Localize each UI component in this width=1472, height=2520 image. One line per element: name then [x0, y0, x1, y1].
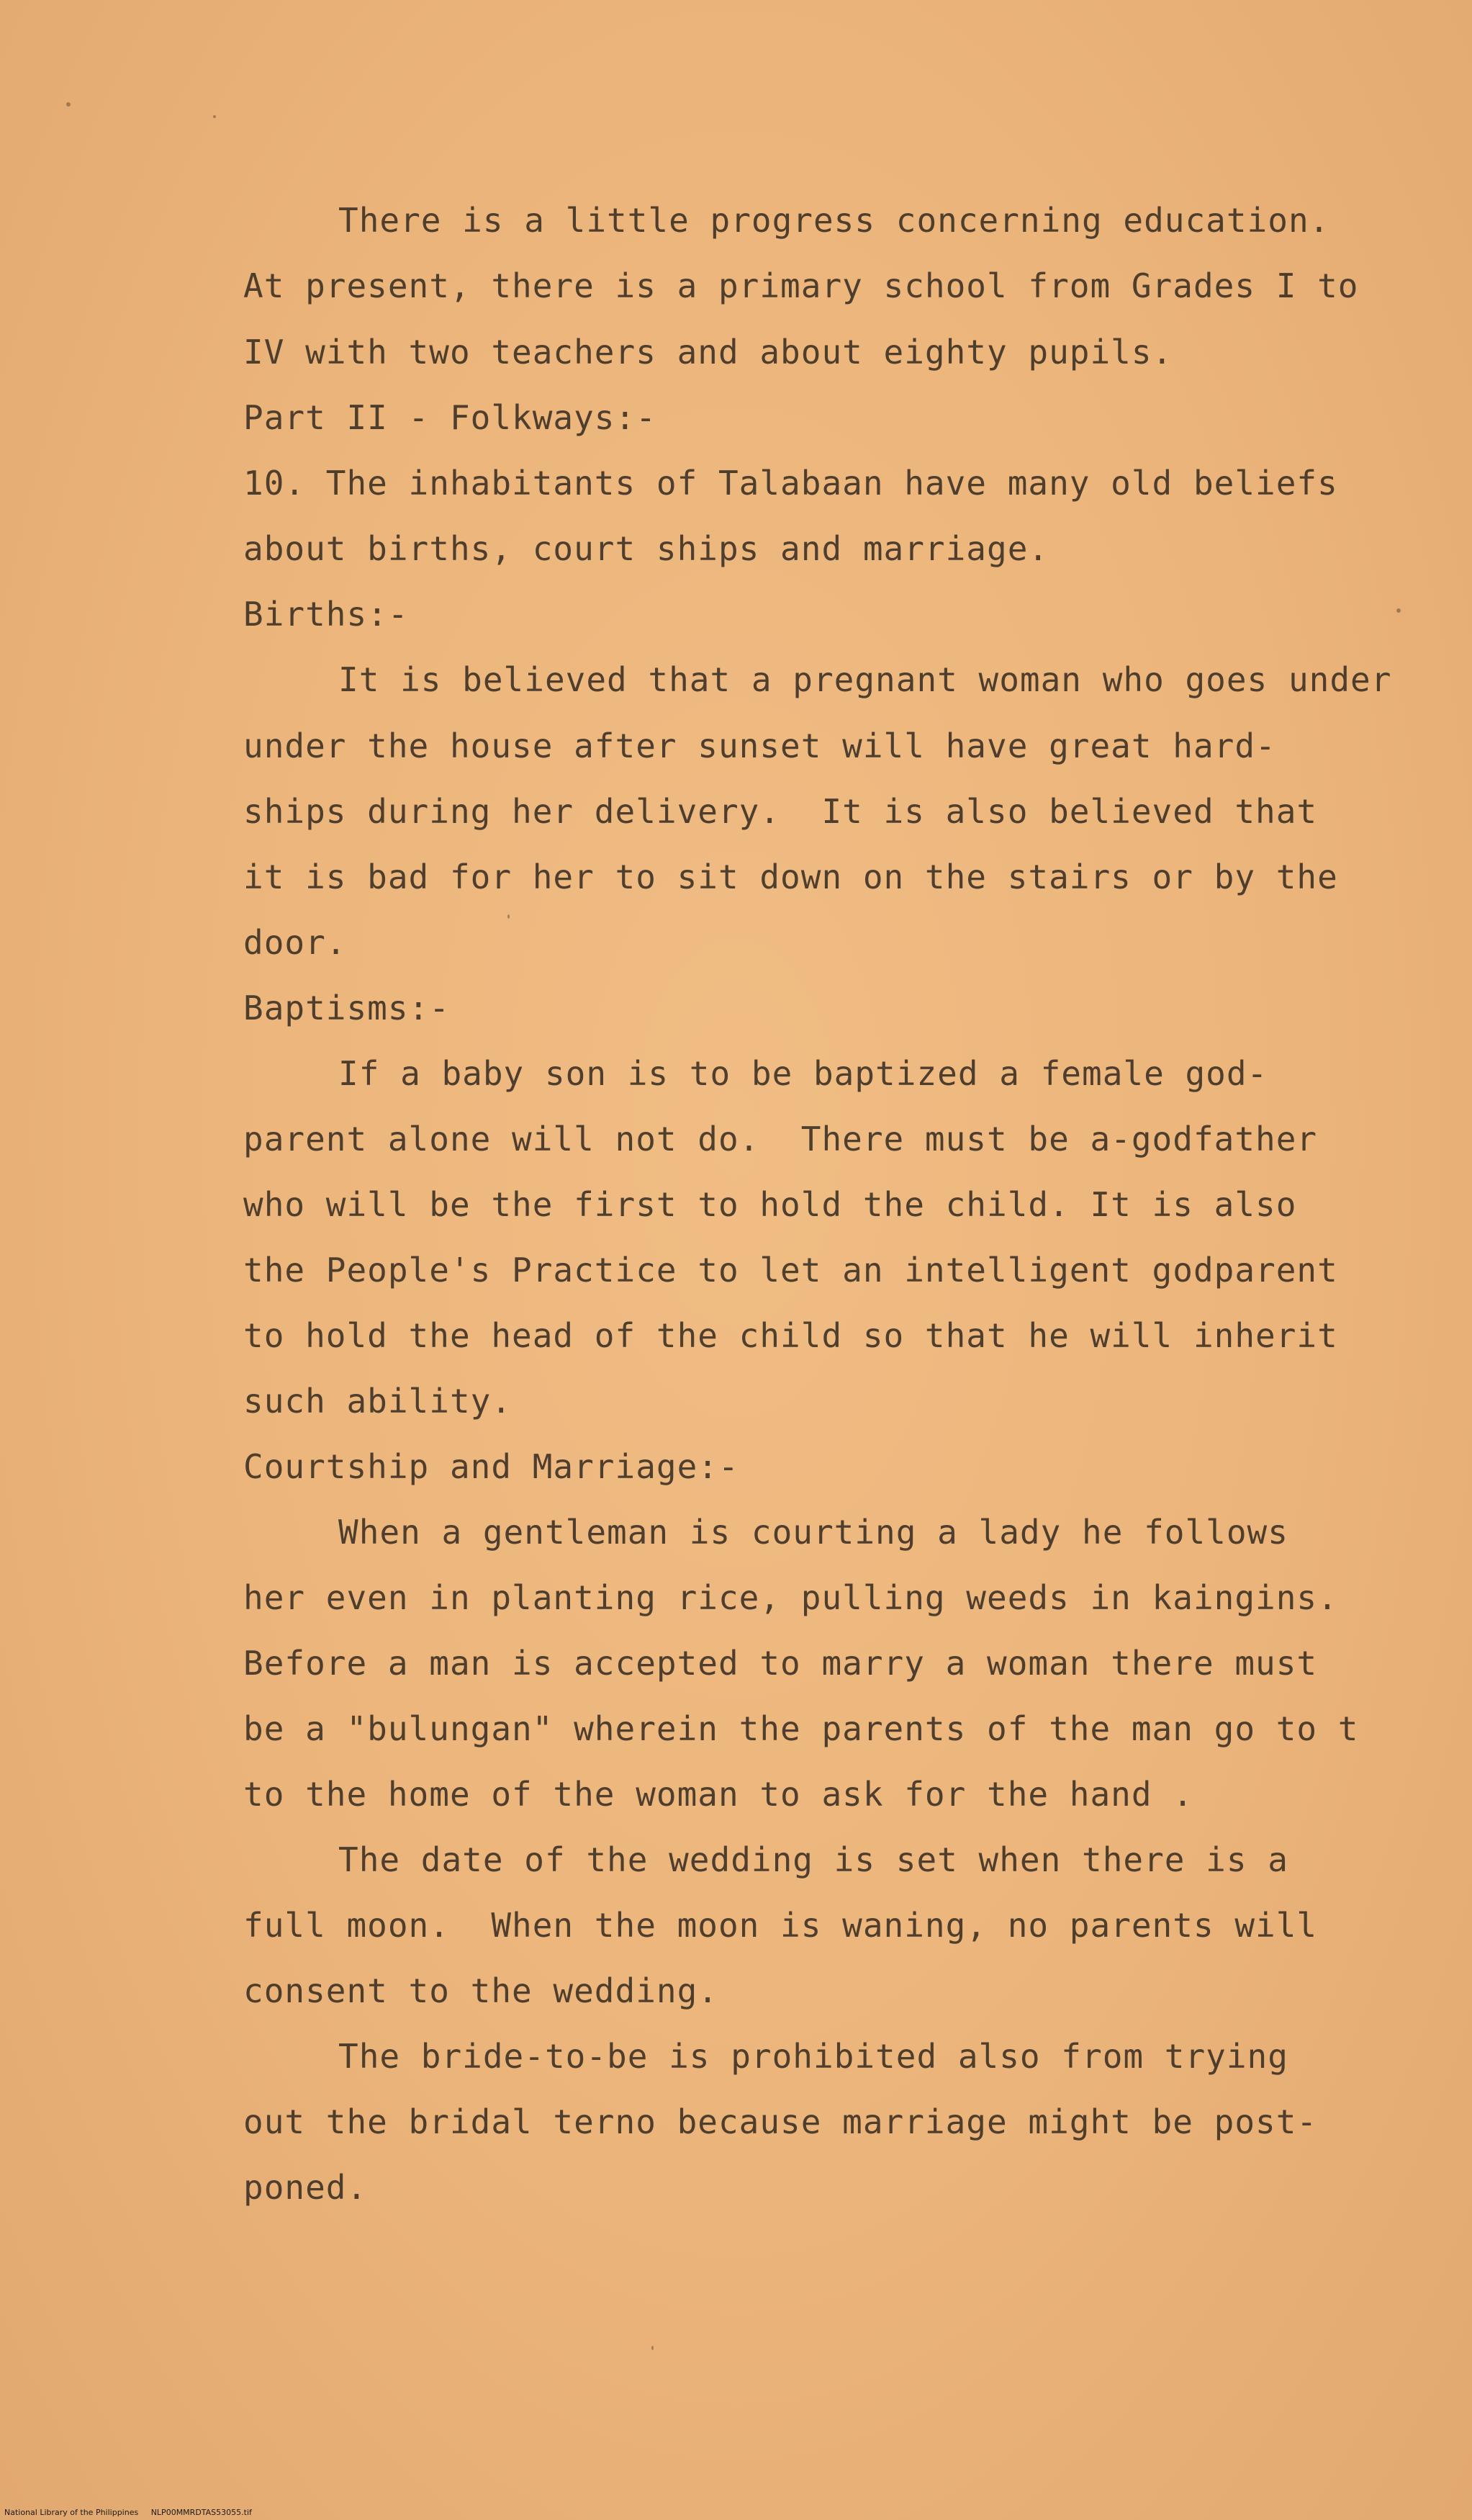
text-line: about births, court ships and marriage.	[243, 529, 1049, 568]
paper-speck	[507, 914, 510, 919]
text-line: her even in planting rice, pulling weeds in kaingins.	[243, 1578, 1338, 1617]
text-line: There is a little progress concerning education.	[338, 201, 1330, 240]
text-line: to the home of the woman to ask for the hand .	[243, 1775, 1193, 1814]
text-line: out the bridal terno because marriage might be post-	[243, 2102, 1318, 2141]
paper-speck	[213, 115, 216, 118]
text-line: to hold the head of the child so that he will inherit	[243, 1316, 1338, 1355]
text-line: The bride-to-be is prohibited also from trying	[338, 2037, 1288, 2076]
text-line: full moon. When the moon is waning, no parents will	[243, 1906, 1318, 1945]
paper-speck	[651, 2346, 654, 2350]
text-line: be a "bulungan" wherein the parents of the man go to t	[243, 1709, 1359, 1748]
text-line: such ability.	[243, 1382, 513, 1421]
text-line: Before a man is accepted to marry a woman there must	[243, 1644, 1318, 1683]
paper-speck	[1396, 608, 1401, 613]
text-line: door.	[243, 923, 347, 962]
text-line: If a baby son is to be baptized a female god-	[338, 1054, 1268, 1093]
text-line: At present, there is a primary school from Grades I to	[243, 266, 1359, 305]
library-name: National Library of the Philippines	[4, 2508, 139, 2517]
text-line: parent alone will not do. There must be a-godfather	[243, 1120, 1318, 1158]
text-line: under the house after sunset will have great hard-	[243, 726, 1276, 765]
text-line: 10. The inhabitants of Talabaan have many old beliefs	[243, 464, 1338, 503]
text-line: The date of the wedding is set when there is a	[338, 1840, 1288, 1879]
text-line: IV with two teachers and about eighty pupils.	[243, 333, 1173, 372]
text-line: consent to the wedding.	[243, 1971, 718, 2010]
subheading-births: Births:-	[243, 595, 409, 634]
text-line: poned.	[243, 2168, 368, 2207]
subheading-courtship: Courtship and Marriage:-	[243, 1447, 739, 1486]
section-heading: Part II - Folkways:-	[243, 398, 656, 437]
text-line: ships during her delivery. It is also believed that	[243, 792, 1318, 831]
file-name: NLP00MMRDTAS53055.tif	[150, 2508, 252, 2517]
text-line: When a gentleman is courting a lady he follows	[338, 1513, 1288, 1552]
paper-speck	[66, 102, 71, 107]
archive-footer	[4, 2508, 252, 2517]
subheading-baptisms: Baptisms:-	[243, 989, 450, 1027]
text-line: It is believed that a pregnant woman who goes under	[338, 660, 1392, 699]
text-line: the People's Practice to let an intelligent godparent	[243, 1251, 1338, 1290]
text-line: who will be the first to hold the child. It is also	[243, 1185, 1297, 1224]
text-line: it is bad for her to sit down on the stairs or by the	[243, 858, 1338, 896]
